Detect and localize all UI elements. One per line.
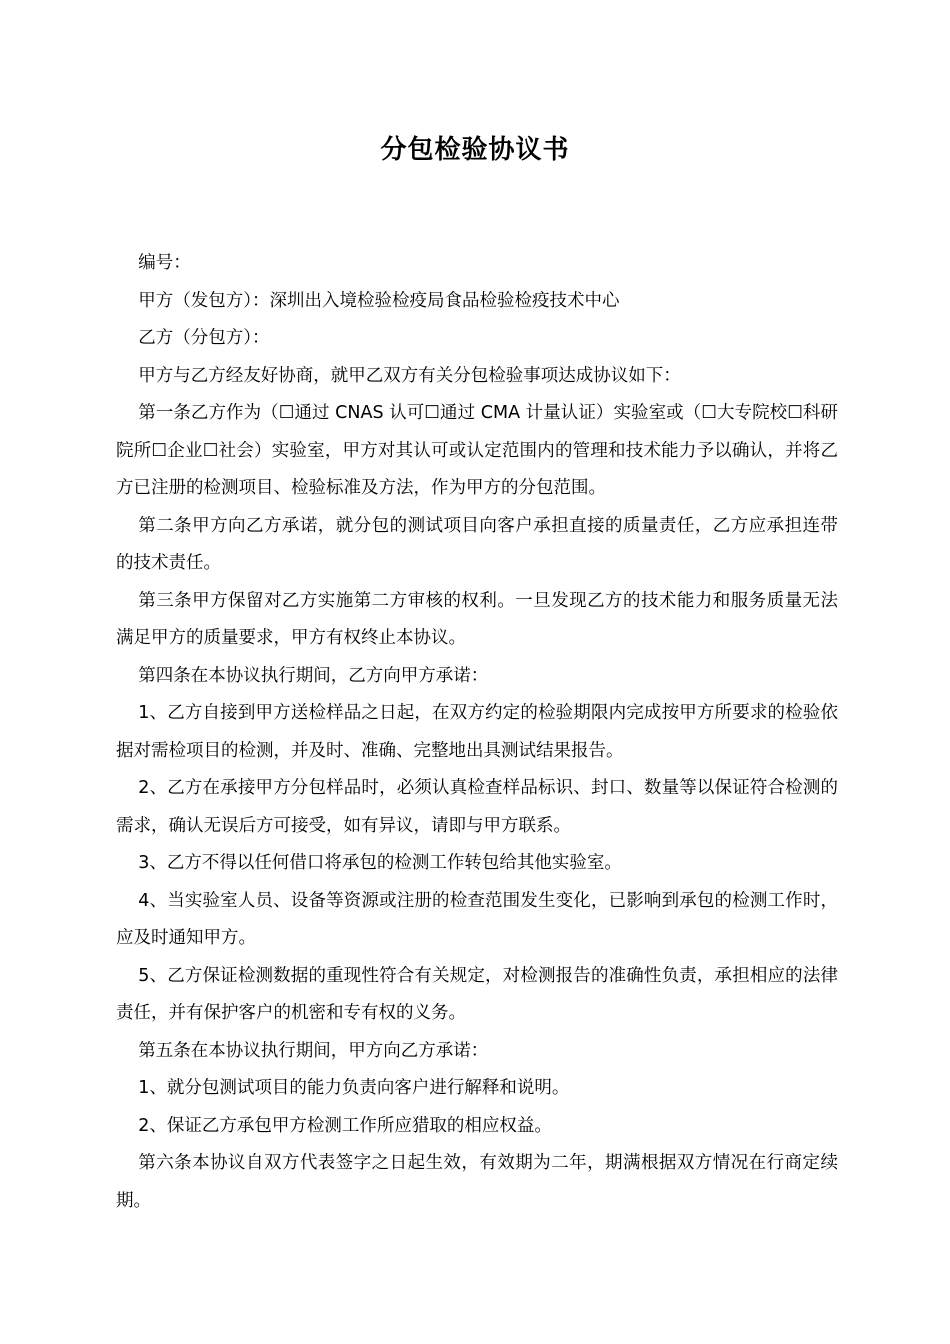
article-4-item-4: 4、当实验室人员、设备等资源或注册的检查范围发生变化，已影响到承包的检测工作时，应及时通知甲方。	[116, 890, 838, 948]
party-b-line: 乙方（分包方）：	[138, 328, 270, 348]
document-body	[116, 245, 838, 1220]
article-4-item-1: 1、乙方自接到甲方送检样品之日起，在双方约定的检验期限内完成按甲方所要求的检验依据对需检项目的检测，并及时、准确、完整地出具测试结果报告。	[116, 703, 838, 761]
document-title: 分包检验协议书	[380, 135, 570, 165]
article-4: 第四条在本协议执行期间，乙方向甲方承诺：	[138, 665, 489, 686]
article-5-item-1: 1、就分包测试项目的能力负责向客户进行解释和说明。	[138, 1078, 570, 1098]
article-4-item-2: 2、乙方在承接甲方分包样品时，必须认真检查样品标识、封口、数量等以保证符合检测的需求，确认无误后方可接受，如有异议，请即与甲方联系。	[116, 778, 838, 836]
article-4-item-3: 3、乙方不得以任何借口将承包的检测工作转包给其他实验室。	[138, 853, 622, 873]
article-2: 第二条甲方向乙方承诺，就分包的测试项目向客户承担直接的质量责任，乙方应承担连带的技术责任。	[116, 515, 838, 573]
party-a-line: 甲方（发包方）：深圳出入境检验检疫局食品检验检疫技术中心	[138, 290, 620, 311]
article-3: 第三条甲方保留对乙方实施第二方审核的权利。一旦发现乙方的技术能力和服务质量无法满足甲方的质量要求，甲方有权终止本协议。	[116, 590, 838, 648]
article-5: 第五条在本协议执行期间，甲方向乙方承诺：	[138, 1040, 489, 1061]
agreement-intro: 甲方与乙方经友好协商，就甲乙双方有关分包检验事项达成协议如下：	[138, 365, 681, 386]
article-1: 第一条乙方作为（☐通过 CNAS 认可☐通过 CMA 计量认证）实验室或（☐大专院校☐科研院所☐企业☐社会）实验室，甲方对其认可或认定范围内的管理和技术能力予以确认，并将乙方已注册的检测项目、检验标准及方法，作为甲方的分包范围。	[116, 403, 838, 498]
article-6: 第六条本协议自双方代表签字之日起生效，有效期为二年，期满根据双方情况在行商定续期。	[116, 1153, 838, 1211]
article-4-item-5: 5、乙方保证检测数据的重现性符合有关规定，对检测报告的准确性负责，承担相应的法律责任，并有保护客户的机密和专有权的义务。	[116, 965, 838, 1023]
article-5-item-2: 2、保证乙方承包甲方检测工作所应猎取的相应权益。	[138, 1115, 552, 1136]
serial-number-line: 编号：	[138, 253, 191, 273]
